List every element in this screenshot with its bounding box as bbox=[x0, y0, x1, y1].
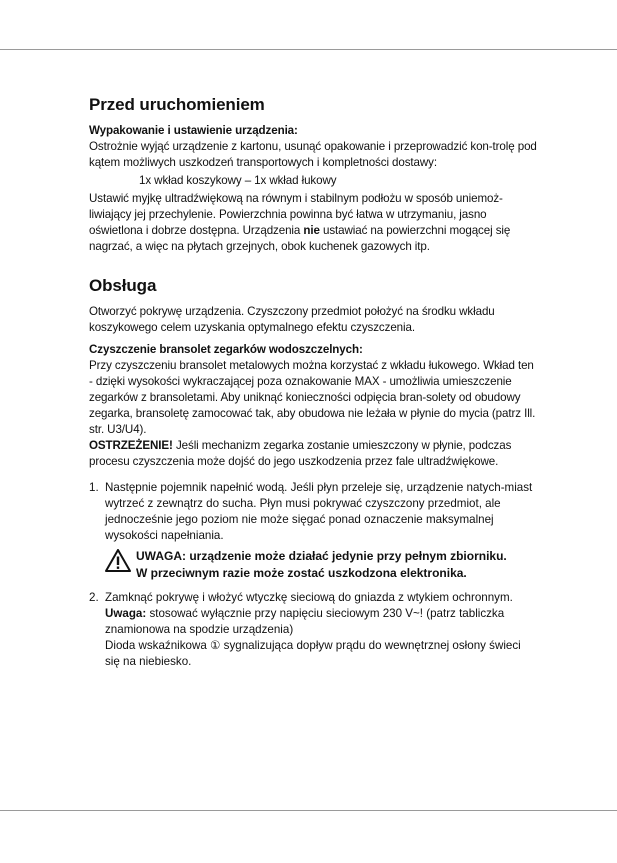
step-2: 2. Zamknąć pokrywę i włożyć wtyczkę sieciową do gniazda z wtykiem ochronnym. Uwaga: stosować wyłącznie przy napięciu sieciowym 230 V~! (patrz tabliczka znamionowa na spodzie urządzenia) Dioda wskaźnikowa ① sygnalizująca dopływ prądu do wewnętrznej osłony świeci się na niebiesko. bbox=[89, 590, 537, 670]
page-content bbox=[89, 94, 537, 670]
bottom-rule bbox=[0, 810, 617, 811]
unpacking-subtitle: Wypakowanie i ustawienie urządzenia: bbox=[89, 124, 298, 137]
indicator-note: Dioda wskaźnikowa ① sygnalizująca dopływ prądu do wewnętrznej osłony świeci się na niebiesko. bbox=[105, 639, 521, 668]
watch-bracelet-subtitle: Czyszczenie bransolet zegarków wodoszczelnych: bbox=[89, 343, 363, 356]
accessories-list: 1x wkład koszykowy – 1x wkład łukowy bbox=[139, 174, 337, 187]
warning-label: OSTRZEŻENIE! bbox=[89, 439, 173, 452]
warning-paragraph: OSTRZEŻENIE! Jeśli mechanizm zegarka zostanie umieszczony w płynie, podczas procesu czyszczenia może dojść do jego uszkodzenia przez fale ultradźwiękowe. bbox=[89, 439, 512, 468]
caution-box bbox=[105, 548, 537, 582]
unpacking-paragraph: Ostrożnie wyjąć urządzenie z kartonu, usunąć opakowanie i przeprowadzić kon-trolę pod kątem możliwych uszkodzeń transportowych i kompletności dostawy: bbox=[89, 140, 537, 169]
section-title-before-start: Przed uruchomieniem bbox=[89, 95, 265, 114]
operation-paragraph: Otworzyć pokrywę urządzenia. Czyszczony przedmiot położyć na środku wkładu koszykowego celem uzyskania optymalnego efektu czyszczenia. bbox=[89, 305, 495, 334]
steps-list bbox=[89, 480, 537, 670]
warning-triangle-icon bbox=[105, 549, 131, 572]
watch-bracelet-paragraph: Przy czyszczeniu bransolet metalowych można korzystać z wkładu łukowego. Wkład ten - dzięki wysokości wykraczającej poza oznakowanie MAX - umożliwia umieszczenie zegarków z bransoletami. Aby uniknąć konieczności odpięcia bran-solety od obudowy zegarka, bransoletę zamocować tak, aby obudowa nie leżała w płynie do mycia (patrz Ill. str. U3/U4). bbox=[89, 359, 536, 436]
caution-line-1: UWAGA: urządzenie może działać jedynie przy pełnym zbiorniku. bbox=[136, 549, 507, 563]
placement-paragraph: Ustawić myjkę ultradźwiękową na równym i stabilnym podłożu w sposób uniemoż-liwiający jej przechylenie. Powierzchnia powinna być łatwa w utrzymaniu, jasno oświetlona i dobrze dostępna. Urządzenia nie ustawiać na powierzchni mogącej się nagrzać, a więc na płytach grzejnych, obok kuchenek gazowych itp. bbox=[89, 192, 511, 253]
section-title-operation: Obsługa bbox=[89, 276, 157, 295]
top-rule bbox=[0, 49, 617, 50]
caution-line-2: W przeciwnym razie może zostać uszkodzona elektronika. bbox=[136, 566, 467, 580]
step-1: 1. Następnie pojemnik napełnić wodą. Jeśli płyn przeleje się, urządzenie natych-miast wytrzeć z zewnątrz do sucha. Płyn musi pokrywać czyszczony przedmiot, ale jednocześnie jego poziom nie może sięgać ponad oznaczenie maksymalnej wysokości napełniania. UWAGA: urządzenie może działać jedynie przy pełnym zbiorniku. W przeciwnym razie może zostać uszkodzona elektronika. bbox=[89, 480, 537, 582]
voltage-note: Uwaga: stosować wyłącznie przy napięciu sieciowym 230 V~! (patrz tabliczka znamionowa na spodzie urządzenia) bbox=[105, 607, 505, 636]
